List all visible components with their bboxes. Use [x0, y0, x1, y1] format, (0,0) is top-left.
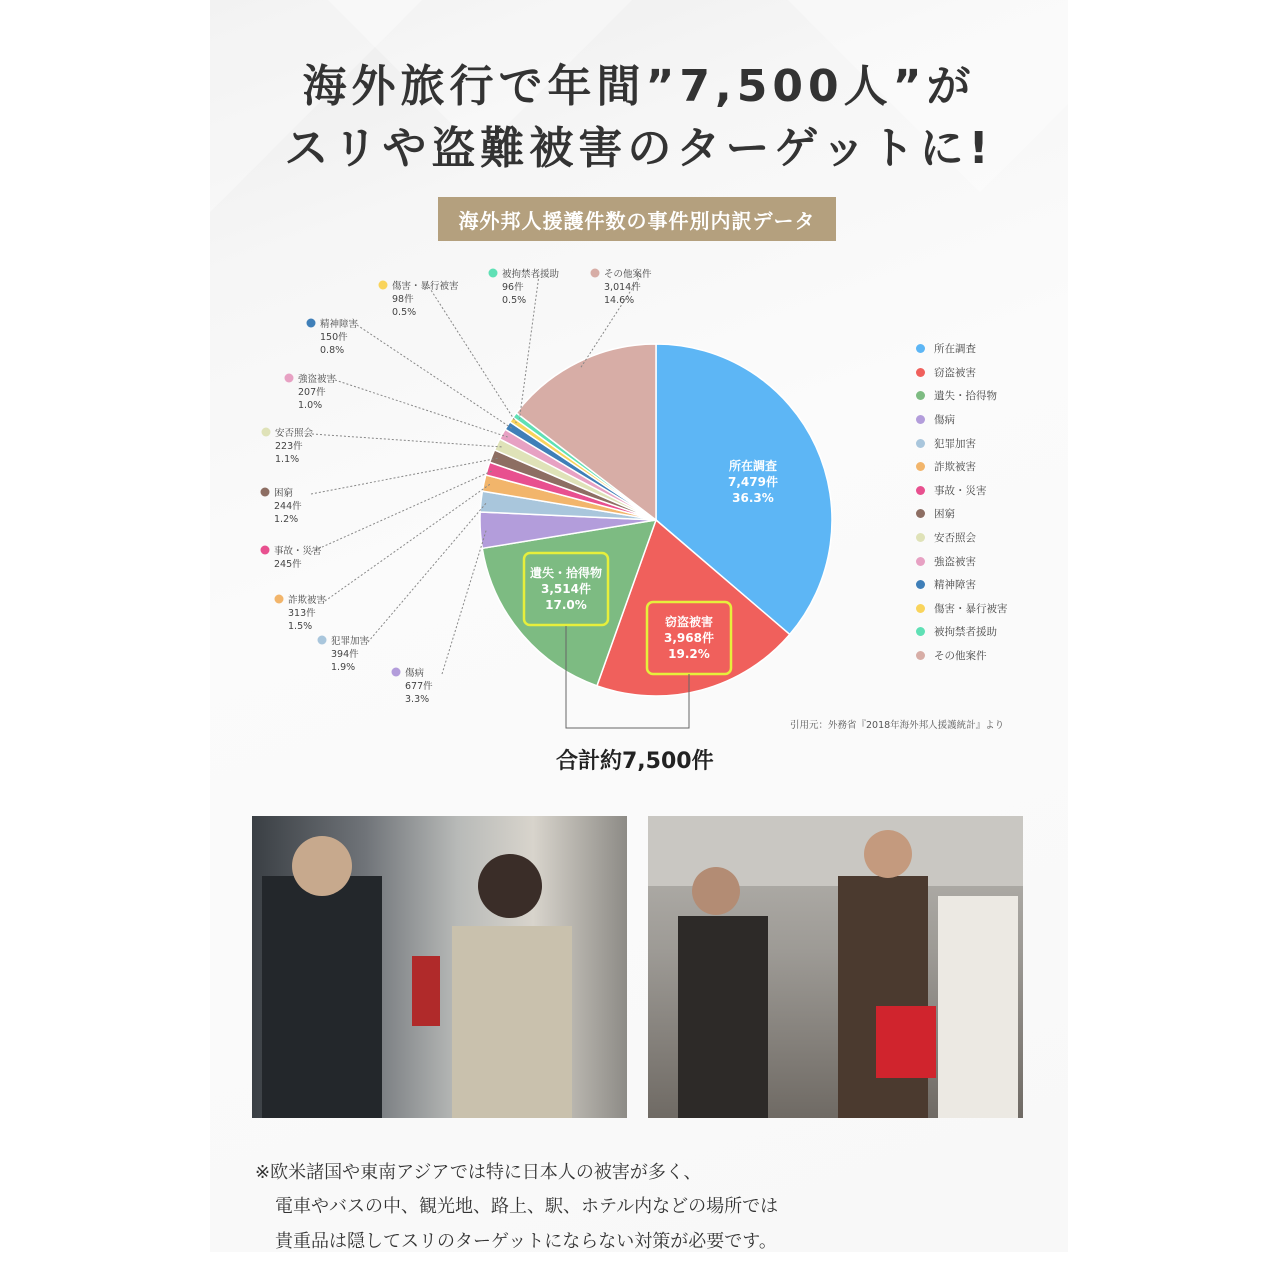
leader-line-5 — [325, 484, 490, 601]
legend-item-1 — [916, 361, 1008, 385]
callout-text-11-0: 傷害・暴行被害 — [392, 281, 459, 292]
legend-label-1: 窃盗被害 — [934, 366, 976, 379]
legend-label-4: 犯罪加害 — [934, 437, 976, 450]
legend-label-3: 傷病 — [934, 414, 955, 427]
callout-text-10-2: 0.8% — [320, 345, 345, 356]
note-line-1: ※欧米諸国や東南アジアでは特に日本人の被害が多く、 — [255, 1162, 702, 1183]
legend-label-11: 傷害・暴行被害 — [934, 602, 1008, 615]
callout-text-5-1: 313件 — [288, 608, 316, 619]
legend-dot-5 — [916, 462, 925, 471]
headline-line-1: 海外旅行で年間”7,500人”が — [302, 61, 976, 112]
legend-dot-11 — [916, 604, 925, 613]
callout-text-7-2: 1.2% — [274, 514, 299, 525]
legend-label-12: 被拘禁者援助 — [934, 626, 997, 639]
legend-item-4 — [916, 431, 1008, 455]
person-jacket-shape — [262, 876, 382, 1118]
callout-text-13-2: 14.6% — [604, 295, 635, 306]
person-right-shape — [938, 896, 1018, 1118]
legend-dot-8 — [916, 533, 925, 542]
legend-dot-7 — [916, 509, 925, 518]
legend-item-13 — [916, 644, 1008, 668]
callout-text-6-0: 事故・災害 — [274, 546, 322, 557]
callout-text-10-0: 精神障害 — [320, 319, 359, 330]
callout-text-3-2: 3.3% — [405, 694, 430, 705]
legend-item-11 — [916, 597, 1008, 621]
person-coat-shape — [452, 926, 572, 1118]
slice-label-1-2: 19.2% — [668, 647, 710, 661]
leader-line-8 — [312, 434, 503, 447]
legend-label-7: 困窮 — [934, 508, 955, 521]
slice-label-0-1: 7,479件 — [728, 475, 778, 489]
legend-dot-13 — [916, 651, 925, 660]
legend-dot-9 — [916, 557, 925, 566]
callout-text-9-0: 強盗被害 — [298, 374, 337, 385]
legend-item-3 — [916, 408, 1008, 432]
callout-text-8-0: 安否照会 — [275, 428, 314, 439]
callout-dot-5 — [275, 595, 284, 604]
callout-dot-7 — [261, 488, 270, 497]
legend-dot-10 — [916, 580, 925, 589]
callout-text-11-2: 0.5% — [392, 307, 417, 318]
chart-title-badge: 海外邦人援護件数の事件別内訳データ — [438, 197, 836, 241]
legend-item-7 — [916, 502, 1008, 526]
callout-text-4-2: 1.9% — [331, 662, 356, 673]
legend-label-8: 安否照会 — [934, 532, 976, 545]
legend-dot-0 — [916, 344, 925, 353]
legend-dot-1 — [916, 368, 925, 377]
bag-shape — [412, 956, 440, 1026]
slice-label-2-0: 遺失・拾得物 — [529, 566, 603, 580]
slice-label-2-2: 17.0% — [545, 598, 587, 612]
leader-line-9 — [335, 380, 508, 437]
callout-text-11-1: 98件 — [392, 294, 414, 305]
legend-dot-2 — [916, 391, 925, 400]
callout-text-5-2: 1.5% — [288, 621, 313, 632]
callout-dot-6 — [261, 546, 270, 555]
person-hair-shape — [478, 854, 542, 918]
callout-text-12-2: 0.5% — [502, 295, 527, 306]
legend-dot-3 — [916, 415, 925, 424]
callout-dot-13 — [591, 269, 600, 278]
callout-text-10-1: 150件 — [320, 332, 348, 343]
callout-text-4-0: 犯罪加害 — [331, 636, 370, 647]
callout-text-5-0: 詐欺被害 — [288, 595, 327, 606]
legend-item-0 — [916, 337, 1008, 361]
legend-item-9 — [916, 549, 1008, 573]
callout-text-12-1: 96件 — [502, 282, 524, 293]
leader-line-11 — [429, 287, 516, 423]
callout-text-6-1: 245件 — [274, 559, 302, 570]
callout-dot-12 — [489, 269, 498, 278]
person-head-shape — [292, 836, 352, 896]
callout-text-13-0: その他案件 — [604, 269, 652, 280]
leader-line-6 — [311, 470, 493, 552]
shopping-bag-shape — [876, 1006, 936, 1078]
callout-text-4-1: 394件 — [331, 649, 359, 660]
legend-label-6: 事故・災害 — [934, 484, 987, 497]
callout-text-13-1: 3,014件 — [604, 282, 641, 293]
callout-text-8-2: 1.1% — [275, 454, 300, 465]
photo-pickpocket-crowd — [648, 816, 1023, 1118]
callout-text-3-1: 677件 — [405, 681, 433, 692]
legend-label-2: 遺失・拾得物 — [934, 390, 997, 403]
person-center-shape — [838, 876, 928, 1118]
callout-dot-10 — [307, 319, 316, 328]
legend-item-8 — [916, 526, 1008, 550]
photo-pickpocket-street — [252, 816, 627, 1118]
legend-item-10 — [916, 573, 1008, 597]
callout-text-12-0: 被拘禁者援助 — [502, 269, 560, 280]
slice-label-1-1: 3,968件 — [664, 631, 714, 645]
slice-label-1-0: 窃盗被害 — [664, 615, 714, 629]
callout-text-3-0: 傷病 — [405, 668, 425, 679]
legend-item-6 — [916, 479, 1008, 503]
leader-line-3 — [442, 530, 486, 674]
callout-text-8-1: 223件 — [275, 441, 303, 452]
slice-label-2-1: 3,514件 — [541, 582, 591, 596]
legend-dot-4 — [916, 439, 925, 448]
legend-item-12 — [916, 620, 1008, 644]
callout-dot-3 — [392, 668, 401, 677]
note-line-2: 電車やバスの中、観光地、路上、駅、ホテル内などの場所では — [275, 1196, 779, 1217]
legend-label-9: 強盗被害 — [934, 555, 976, 568]
legend-label-13: その他案件 — [934, 650, 987, 663]
legend-item-5 — [916, 455, 1008, 479]
leader-line-4 — [368, 502, 487, 642]
callout-text-9-1: 207件 — [298, 387, 326, 398]
slice-label-0-2: 36.3% — [732, 491, 774, 505]
note-line-3: 貴重品は隠してスリのターゲットにならない対策が必要です。 — [275, 1231, 777, 1252]
legend-label-0: 所在調査 — [934, 343, 976, 356]
headline-line-2: スリや盗難被害のターゲットに! — [284, 123, 994, 174]
leader-line-7 — [311, 458, 498, 494]
callout-dot-11 — [379, 281, 388, 290]
legend-dot-6 — [916, 486, 925, 495]
legend-dot-12 — [916, 627, 925, 636]
callout-text-9-2: 1.0% — [298, 400, 323, 411]
legend-label-5: 詐欺被害 — [934, 461, 976, 474]
total-label: 合計約7,500件 — [556, 749, 714, 774]
callout-dot-9 — [285, 374, 294, 383]
chart-legend — [916, 337, 1008, 667]
legend-label-10: 精神障害 — [934, 579, 976, 592]
callout-dot-4 — [318, 636, 327, 645]
slice-label-0-0: 所在調査 — [728, 459, 778, 473]
source-citation: 引用元：外務省『2018年海外邦人援護統計』より — [790, 720, 1005, 731]
legend-item-2 — [916, 384, 1008, 408]
person-left-shape — [678, 916, 768, 1118]
callout-text-7-0: 困窮 — [274, 488, 294, 499]
callout-text-7-1: 244件 — [274, 501, 302, 512]
callout-dot-8 — [262, 428, 271, 437]
